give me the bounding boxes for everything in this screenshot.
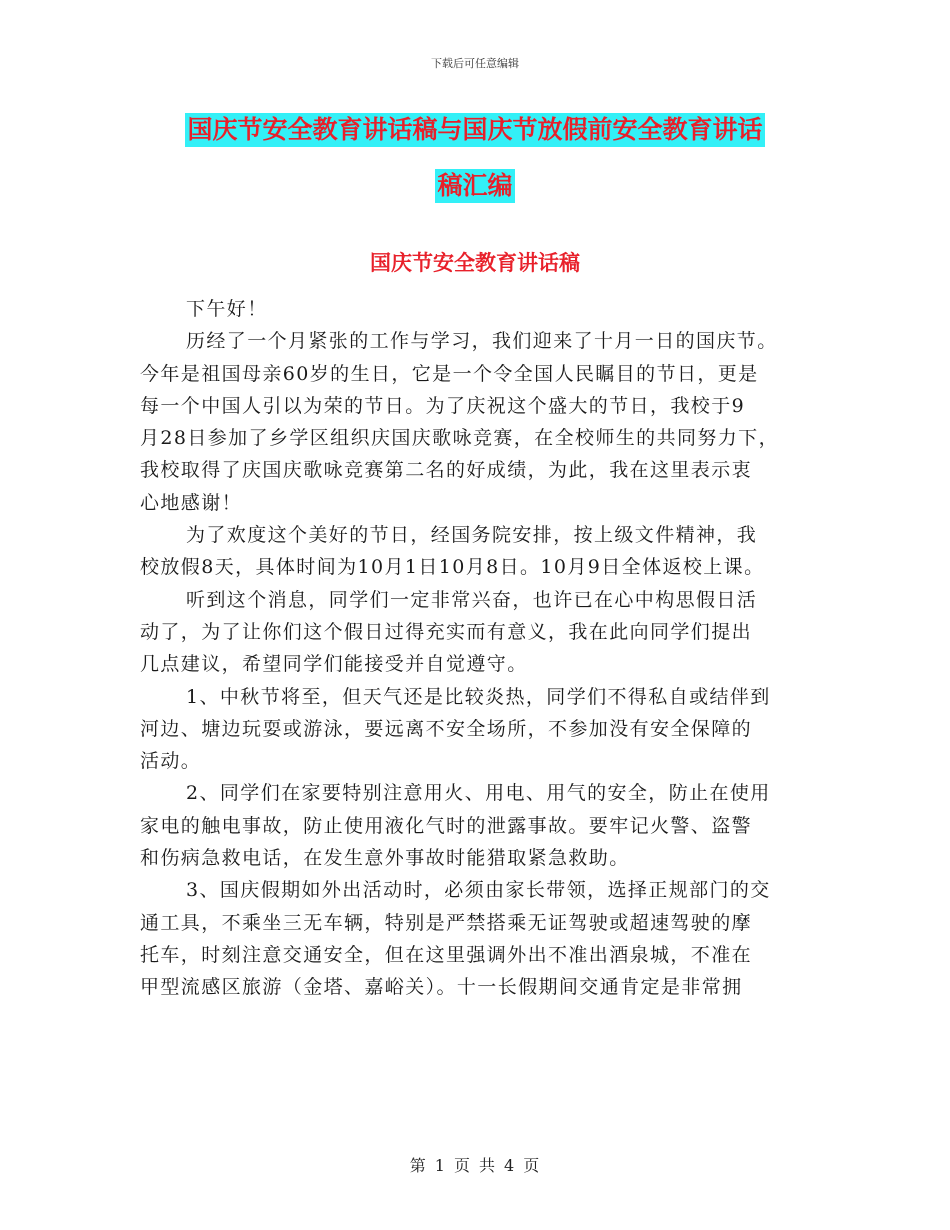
paragraph-line: 为了欢度这个美好的节日，经国务院安排，按上级文件精神，我 bbox=[186, 524, 758, 547]
paragraph-line: 历经了一个月紧张的工作与学习，我们迎来了十月一日的国庆节。 bbox=[186, 330, 778, 353]
total-pages: 4 bbox=[504, 1156, 516, 1175]
document-body bbox=[140, 293, 810, 1004]
paragraph-line: 下午好！ bbox=[186, 298, 268, 320]
paragraph-line: 几点建议，希望同学们能接受并自觉遵守。 bbox=[140, 653, 528, 676]
paragraph-line: 心地感谢！ bbox=[140, 491, 243, 514]
footer-word: 第 bbox=[409, 1156, 427, 1175]
page-footer bbox=[0, 1153, 950, 1176]
paragraph-line: 和伤病急救电话，在发生意外事故时能猎取紧急救助。 bbox=[140, 847, 630, 870]
paragraph-line: 家电的触电事故，防止使用液化气时的泄露事故。要牢记火警、盗警 bbox=[140, 814, 753, 837]
footer-word: 页 bbox=[453, 1156, 471, 1175]
section-title: 国庆节安全教育讲话稿 bbox=[370, 251, 580, 275]
paragraph-line: 河边、塘边玩耍或游泳，要远离不安全场所，不参加没有安全保障的 bbox=[140, 717, 753, 740]
paragraph-line: 听到这个消息，同学们一定非常兴奋，也许已在心中构思假日活 bbox=[186, 588, 758, 611]
paragraph-line: 我校取得了庆国庆歌咏竞赛第二名的好成绩，为此，我在这里表示衷 bbox=[140, 459, 753, 482]
title-line-2: 稿汇编 bbox=[435, 169, 514, 203]
paragraph-line: 月28日参加了乡学区组织庆国庆歌咏竞赛，在全校师生的共同努力下， bbox=[140, 427, 779, 450]
page-header: 下载后可任意编辑 bbox=[431, 57, 519, 70]
paragraph-line: 通工具，不乘坐三无车辆，特别是严禁搭乘无证驾驶或超速驾驶的摩 bbox=[140, 911, 753, 934]
footer-word: 共 bbox=[479, 1156, 497, 1175]
paragraph-line: 今年是祖国母亲60岁的生日，它是一个令全国人民瞩目的节日，更是 bbox=[140, 362, 759, 385]
page-number: 1 bbox=[434, 1156, 446, 1175]
title-line-1: 国庆节安全教育讲话稿与国庆节放假前安全教育讲话 bbox=[185, 113, 764, 147]
paragraph-line: 活动。 bbox=[140, 750, 202, 773]
paragraph-line: 动了，为了让你们这个假日过得充实而有意义，我在此向同学们提出 bbox=[140, 620, 753, 643]
paragraph-line: 2、同学们在家要特别注意用火、用电、用气的安全，防止在使用 bbox=[186, 782, 771, 805]
paragraph-line: 1、中秋节将至，但天气还是比较炎热，同学们不得私自或结伴到 bbox=[186, 685, 771, 708]
footer-word: 页 bbox=[523, 1156, 541, 1175]
paragraph-line: 每一个中国人引以为荣的节日。为了庆祝这个盛大的节日，我校于9 bbox=[140, 394, 746, 417]
document-title bbox=[0, 113, 950, 203]
paragraph-line: 校放假8天，具体时间为10月1日10月8日。10月9日全体返校上课。 bbox=[140, 556, 765, 579]
paragraph-line: 托车，时刻注意交通安全，但在这里强调外出不准出酒泉城，不准在 bbox=[140, 943, 753, 966]
paragraph-line: 3、国庆假期如外出活动时，必须由家长带领，选择正规部门的交 bbox=[186, 879, 771, 902]
paragraph-line: 甲型流感区旅游（金塔、嘉峪关）。十一长假期间交通肯定是非常拥 bbox=[140, 976, 743, 999]
